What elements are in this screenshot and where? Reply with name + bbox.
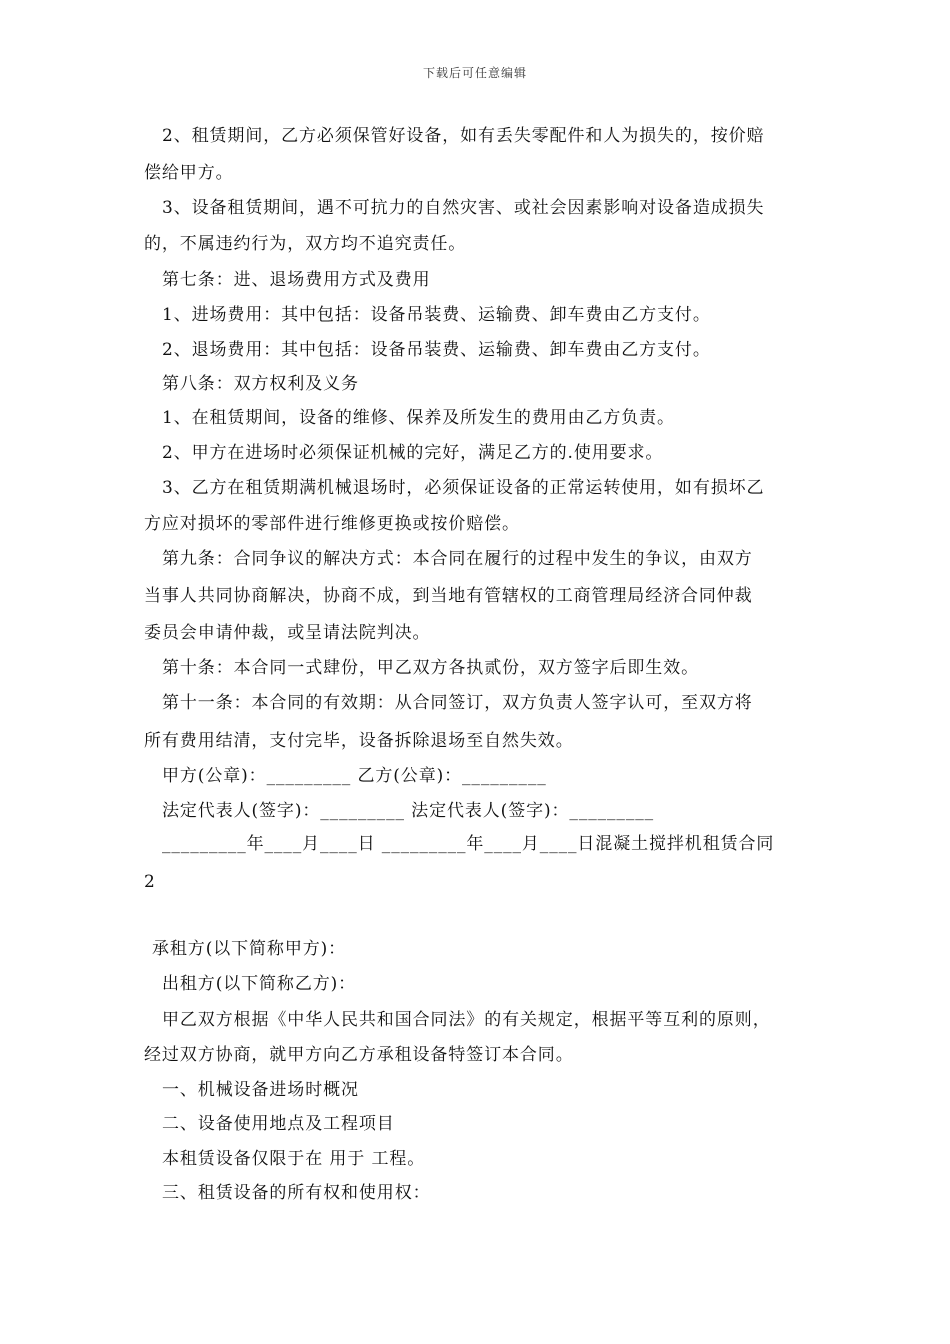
paragraph-line: 委员会申请仲裁，或呈请法院判决。	[144, 623, 431, 643]
section-heading: 一、机械设备进场时概况	[162, 1080, 359, 1100]
section-heading: 三、租赁设备的所有权和使用权：	[162, 1183, 431, 1203]
party-line: 承租方(以下简称甲方)：	[152, 939, 347, 959]
signature-line: 甲方(公章)：_________ 乙方(公章)：_________	[162, 766, 547, 786]
paragraph-line: 第九条：合同争议的解决方式：本合同在履行的过程中发生的争议，由双方	[162, 549, 753, 569]
paragraph-line: 2、退场费用：其中包括：设备吊装费、运输费、卸车费由乙方支付。	[162, 340, 711, 360]
section-heading: 第七条：进、退场费用方式及费用	[162, 270, 431, 290]
paragraph-line: 经过双方协商，就甲方向乙方承租设备特签订本合同。	[144, 1045, 574, 1065]
section-heading: 二、设备使用地点及工程项目	[162, 1114, 395, 1134]
section-number: 2	[144, 872, 156, 892]
paragraph-line: 第十条：本合同一式肆份，甲乙双方各执贰份，双方签字后即生效。	[162, 658, 699, 678]
signature-line: 法定代表人(签字)：_________ 法定代表人(签字)：_________	[162, 801, 655, 821]
date-line: _________年____月____日 _________年____月____日混凝土搅拌机租赁合同	[162, 834, 775, 854]
paragraph-line: 的，不属违约行为，双方均不追究责任。	[144, 234, 467, 254]
paragraph-line: 1、在租赁期间，设备的维修、保养及所发生的费用由乙方负责。	[162, 408, 675, 428]
paragraph-line: 偿给甲方。	[144, 163, 234, 183]
paragraph-line: 1、进场费用：其中包括：设备吊装费、运输费、卸车费由乙方支付。	[162, 305, 711, 325]
paragraph-line: 3、设备租赁期间，遇不可抗力的自然灾害、或社会因素影响对设备造成损失	[162, 198, 765, 218]
paragraph-line: 本租赁设备仅限于在 用于 工程。	[162, 1149, 426, 1169]
paragraph-line: 方应对损坏的零部件进行维修更换或按价赔偿。	[144, 514, 520, 534]
paragraph-line: 甲乙双方根据《中华人民共和国合同法》的有关规定，根据平等互利的原则，	[162, 1010, 771, 1030]
paragraph-line: 2、租赁期间，乙方必须保管好设备，如有丢失零配件和人为损失的，按价赔	[162, 126, 765, 146]
section-heading: 第八条：双方权利及义务	[162, 374, 359, 394]
paragraph-line: 当事人共同协商解决，协商不成，到当地有管辖权的工商管理局经济合同仲裁	[144, 586, 753, 606]
party-line: 出租方(以下简称乙方)：	[162, 974, 357, 994]
paragraph-line: 2、甲方在进场时必须保证机械的完好，满足乙方的.使用要求。	[162, 443, 664, 463]
page-header: 下载后可任意编辑	[422, 66, 527, 80]
paragraph-line: 第十一条：本合同的有效期：从合同签订，双方负责人签字认可，至双方将	[162, 693, 753, 713]
paragraph-line: 所有费用结清，支付完毕，设备拆除退场至自然失效。	[144, 731, 574, 751]
paragraph-line: 3、乙方在租赁期满机械退场时，必须保证设备的正常运转使用，如有损坏乙	[162, 478, 765, 498]
